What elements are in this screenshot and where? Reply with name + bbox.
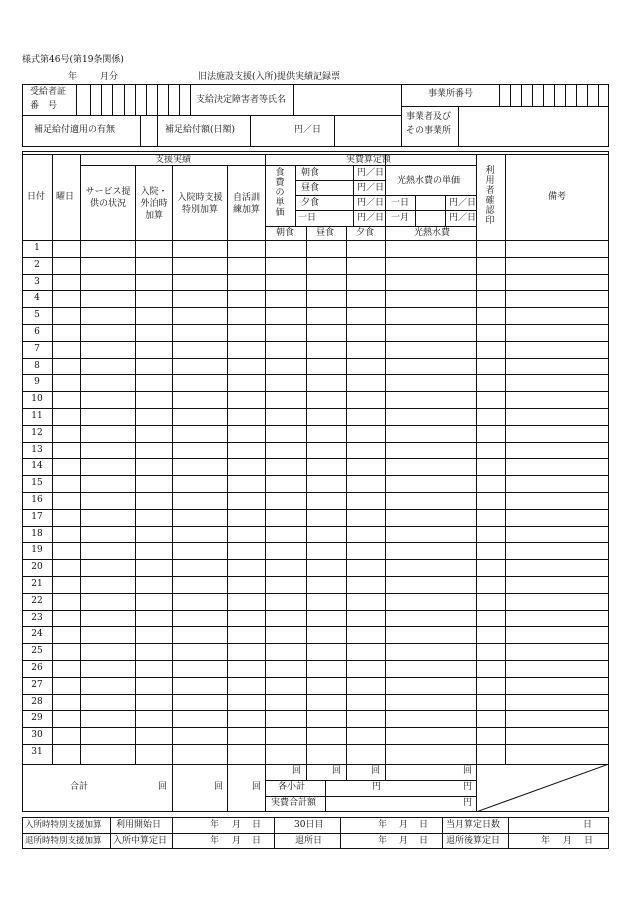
row-divider [22, 677, 609, 678]
start-date-label: 利用開始日 [116, 820, 162, 830]
day-number: 7 [34, 343, 40, 354]
ymd-m-5: 月 [563, 836, 573, 846]
day-number: 1 [34, 243, 40, 253]
row-divider [22, 307, 609, 308]
unit-breakfast: 朝食 [301, 168, 320, 178]
subtotal-label: 各小計 [278, 782, 306, 792]
provider-label: 事業者及び [406, 112, 452, 122]
row-divider [22, 408, 609, 409]
ymd-y-5: 年 [541, 836, 551, 846]
admit-special-label: 入所時特別支援加算 [25, 820, 102, 830]
row-divider [22, 458, 609, 459]
actual-cost-header: 実費算定額 [346, 155, 392, 165]
day-number: 14 [31, 461, 43, 472]
row-divider [22, 744, 609, 745]
col-hospital-support: 入院時支援特別加算 [177, 193, 223, 215]
month-days-label: 当月算定日数 [446, 820, 501, 830]
total-times-1: 回 [158, 782, 168, 792]
row-divider [22, 526, 609, 527]
period-month: 月分 [100, 72, 119, 82]
col-weekday: 曜日 [56, 192, 75, 202]
utility-yen-2: 円／日 [449, 213, 477, 223]
row-divider [22, 374, 609, 375]
period-year: 年 [68, 72, 78, 82]
total-times-3: 回 [252, 782, 262, 792]
unit-one-day: 一日 [298, 213, 317, 223]
row-divider [22, 626, 609, 627]
col-breakfast: 朝食 [276, 228, 295, 238]
day-number: 27 [31, 679, 43, 690]
day-number: 8 [34, 360, 40, 371]
day-number: 30 [31, 730, 43, 741]
total-times-5: 回 [332, 766, 342, 776]
col-life-training: 自活訓練加算 [232, 193, 260, 215]
day-number: 5 [34, 310, 40, 321]
row-divider [22, 492, 609, 493]
supplement-per-day: 円／日 [294, 125, 322, 135]
unit-lunch: 昼食 [301, 183, 320, 193]
main-table [22, 151, 609, 812]
recipient-number-label-2: 番 号 [30, 101, 58, 111]
row-divider [22, 391, 609, 392]
ymd-d-3: 日 [419, 820, 429, 830]
day-number: 22 [31, 595, 43, 606]
supplement-applied-label: 補足給付適用の有無 [34, 125, 116, 135]
ymd-y-2: 年 [210, 836, 220, 846]
row-divider [22, 593, 609, 594]
ymd-y-4: 年 [378, 836, 388, 846]
col-lunch: 昼食 [316, 228, 335, 238]
unit-yen-2: 円／日 [357, 183, 385, 193]
subtotal-yen-2: 円 [463, 782, 473, 792]
row-divider [22, 710, 609, 711]
ymd-m-3: 月 [399, 820, 409, 830]
row-divider [22, 341, 609, 342]
ymd-d-5: 日 [584, 836, 594, 846]
ymd-d-1: 日 [252, 820, 262, 830]
form-title: 旧法施設支援(入所)提供実績記録票 [198, 72, 341, 82]
total-times-4: 回 [292, 766, 302, 776]
unit-dinner: 夕食 [301, 198, 320, 208]
col-dinner: 夕食 [356, 228, 375, 238]
ymd-d-4: 日 [419, 836, 429, 846]
subtotal-yen-1: 円 [372, 782, 382, 792]
day-number: 3 [34, 276, 40, 287]
row-divider [22, 475, 609, 476]
utility-one-month: 一月 [391, 213, 410, 223]
utility-unit-label: 光熱水費の単価 [397, 176, 461, 186]
col-user-confirm: 利用者確認印 [485, 166, 495, 226]
row-divider [22, 727, 609, 728]
discharge-date-label: 退所日 [295, 836, 323, 846]
utility-yen-1: 円／日 [449, 198, 477, 208]
col-service-status: サービス提供の状況 [85, 187, 131, 209]
utility-one-day: 一日 [391, 198, 410, 208]
day-number: 18 [31, 528, 43, 539]
row-divider [22, 643, 609, 644]
ymd-m-2: 月 [232, 836, 242, 846]
recipient-number-label: 受給者証 [30, 87, 67, 97]
day-number: 23 [31, 612, 43, 623]
day-number: 4 [34, 293, 40, 304]
row-divider [22, 694, 609, 695]
form-number: 様式第46号(第19条関係) [22, 55, 124, 65]
row-divider [22, 610, 609, 611]
meal-unit-label: 食費の単価 [275, 168, 285, 218]
day-number: 11 [31, 411, 43, 421]
row-divider [22, 257, 609, 258]
row-divider [22, 324, 609, 325]
unit-yen-1: 円／日 [357, 168, 385, 178]
row-divider [22, 442, 609, 443]
in-calc-date-label: 入所中算定日 [113, 836, 168, 846]
ymd-d-2: 日 [252, 836, 262, 846]
actual-total-label: 実費合計額 [271, 798, 317, 808]
row-divider [22, 660, 609, 661]
supplement-amount-label: 補足給付額(日額) [165, 125, 236, 135]
day30-label: 30日目 [294, 820, 324, 830]
after-calc-date-label: 退所後算定日 [446, 836, 501, 846]
row-divider [22, 274, 609, 275]
day-number: 28 [31, 696, 43, 707]
total-label: 合計 [70, 782, 89, 792]
day-number: 2 [34, 259, 40, 270]
total-times-7: 回 [463, 766, 473, 776]
day-number: 26 [31, 663, 43, 673]
day-number: 6 [34, 327, 40, 337]
day-number: 13 [31, 444, 43, 455]
ymd-m-1: 月 [232, 820, 242, 830]
day-number: 29 [31, 713, 43, 724]
actual-total-yen: 円 [463, 798, 473, 808]
day-number: 10 [31, 394, 43, 405]
month-days-unit: 日 [583, 820, 593, 830]
diagonal-slash [476, 764, 609, 812]
row-divider [22, 576, 609, 577]
day-number: 17 [31, 511, 43, 522]
row-divider [22, 509, 609, 510]
ymd-m-4: 月 [399, 836, 409, 846]
day-number: 9 [34, 377, 40, 388]
row-divider [22, 290, 609, 291]
col-day: 日付 [27, 192, 46, 202]
day-number: 21 [31, 579, 43, 589]
row-divider [22, 358, 609, 359]
ymd-y-1: 年 [210, 820, 220, 830]
unit-yen-3: 円／日 [357, 198, 385, 208]
total-times-6: 回 [371, 766, 381, 776]
col-utility: 光熱水費 [414, 228, 451, 238]
day-number: 15 [31, 478, 43, 489]
support-header: 支援実績 [155, 155, 192, 165]
provider-label-2: その事業所 [406, 126, 452, 136]
disabled-name-label: 支給決定障害者等氏名 [196, 95, 287, 105]
row-divider [22, 559, 609, 560]
row-divider [22, 425, 609, 426]
row-divider [22, 542, 609, 543]
office-number-label: 事業所番号 [428, 89, 474, 99]
day-number: 16 [31, 495, 43, 505]
unit-yen-4: 円／日 [357, 213, 385, 223]
col-remarks: 備考 [548, 192, 567, 202]
day-number: 24 [31, 629, 43, 640]
col-hospital-hours: 入院・外泊時加算 [140, 187, 168, 221]
day-number: 20 [31, 562, 43, 573]
discharge-special-label: 退所時特別支援加算 [25, 836, 102, 846]
ymd-y-3: 年 [378, 820, 388, 830]
day-number: 19 [31, 545, 43, 556]
day-number: 25 [31, 646, 43, 657]
total-times-2: 回 [214, 782, 224, 792]
day-number: 12 [31, 427, 43, 438]
day-number: 31 [31, 747, 43, 757]
